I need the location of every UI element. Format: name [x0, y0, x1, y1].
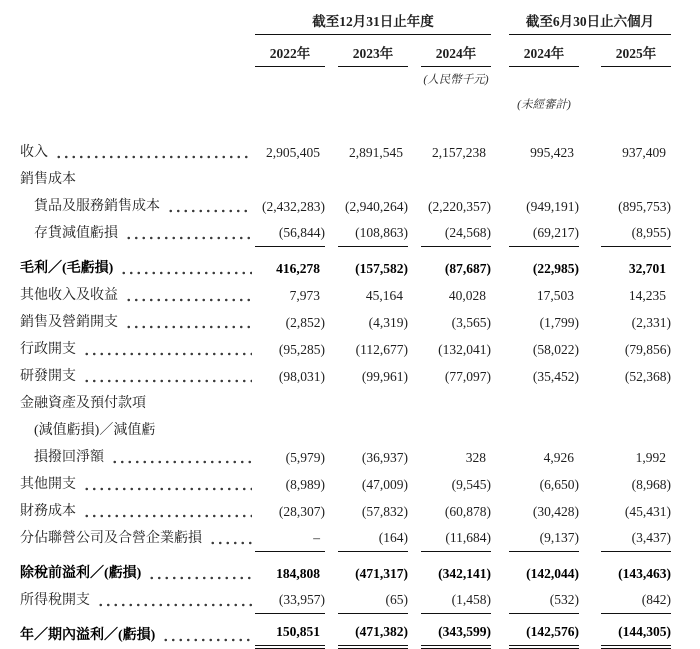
period-group-header-row [20, 14, 700, 35]
year-header-row [20, 42, 700, 67]
value-cell: (77,097) [444, 369, 491, 385]
table-row [20, 309, 700, 336]
interim-period-header: 截至6月30日止六個月 [509, 14, 671, 35]
row-label [20, 314, 255, 337]
row-label-text: 分佔聯營公司及合營企業虧損 [20, 530, 202, 546]
value-cell: (28,307) [278, 504, 325, 520]
table-row [20, 444, 700, 471]
row-label [20, 260, 255, 283]
table-row [20, 282, 700, 309]
value-cell: 150,851 [255, 624, 325, 649]
row-label-text: 收入 [20, 144, 48, 160]
value-cell: (2,852) [285, 315, 325, 331]
row-label [20, 530, 255, 553]
table-row [20, 587, 700, 614]
table-row [20, 417, 700, 444]
annual-period-header: 截至12月31日止年度 [255, 14, 491, 35]
table-row [20, 193, 700, 220]
row-label-text: 其他收入及收益 [20, 287, 118, 303]
dot-leader [83, 371, 252, 385]
row-label [20, 565, 255, 588]
value-cell: (58,022) [532, 342, 579, 358]
value-cell: (471,317) [355, 566, 408, 582]
value-cell: 416,278 [276, 261, 320, 277]
row-label-text: 存貨減值虧損 [34, 225, 118, 241]
value-cell: 32,701 [628, 261, 666, 277]
row-label [20, 198, 255, 221]
table-row [20, 255, 700, 282]
dot-leader [148, 568, 252, 582]
value-cell: (842) [601, 592, 671, 614]
dot-leader [125, 228, 252, 242]
row-label [20, 476, 255, 499]
dot-leader [125, 317, 252, 331]
row-label [20, 144, 255, 167]
value-cell: (8,968) [631, 477, 671, 493]
value-cell: (60,878) [444, 504, 491, 520]
value-cell: (3,437) [601, 530, 671, 552]
row-label-text: 其他開支 [20, 476, 76, 492]
dot-leader [83, 344, 252, 358]
value-cell: (98,031) [278, 369, 325, 385]
value-cell: (79,856) [624, 342, 671, 358]
row-label-text: 所得稅開支 [20, 592, 90, 608]
table-row [20, 220, 700, 247]
value-cell: (142,044) [526, 566, 579, 582]
year-column-2024-interim: 2024年 [509, 42, 579, 67]
value-cell: 937,409 [622, 145, 666, 161]
value-cell: (99,961) [361, 369, 408, 385]
row-label-text: 銷售成本 [20, 171, 76, 187]
table-row [20, 139, 700, 166]
value-cell: (164) [338, 530, 408, 552]
row-label-text: 銷售及營銷開支 [20, 314, 118, 330]
row-label [20, 503, 255, 526]
value-cell: 2,891,545 [349, 145, 403, 161]
row-label [20, 449, 255, 472]
value-cell: (1,458) [421, 592, 491, 614]
value-cell: 17,503 [536, 288, 574, 304]
table-row [20, 560, 700, 587]
value-cell: (8,989) [285, 477, 325, 493]
value-cell: (895,753) [618, 199, 671, 215]
value-cell: 1,992 [635, 450, 666, 466]
value-cell: (87,687) [444, 261, 491, 277]
value-cell: (9,545) [451, 477, 491, 493]
year-column-2025-interim: 2025年 [601, 42, 671, 67]
value-cell: (35,452) [532, 369, 579, 385]
dot-leader [55, 147, 252, 161]
value-cell: (144,305) [601, 624, 671, 649]
table-row [20, 336, 700, 363]
table-row [20, 363, 700, 390]
value-cell: (143,463) [618, 566, 671, 582]
value-cell: (471,382) [338, 624, 408, 649]
value-cell: (56,844) [255, 225, 325, 247]
row-label [20, 422, 255, 445]
row-label-text: 貨品及服務銷售成本 [34, 198, 160, 214]
value-cell: – [255, 530, 325, 552]
table-row [20, 622, 700, 649]
row-label-text: 除稅前溢利／(虧損) [20, 565, 142, 581]
value-cell: (532) [509, 592, 579, 614]
value-cell: (2,331) [631, 315, 671, 331]
value-cell: 7,973 [289, 288, 320, 304]
value-cell: 4,926 [543, 450, 574, 466]
row-label-text: 損撥回淨額 [34, 449, 104, 465]
value-cell: (342,141) [438, 566, 491, 582]
value-cell: (24,568) [421, 225, 491, 247]
row-label-text: 毛利／(毛虧損) [20, 260, 114, 276]
row-label [20, 341, 255, 364]
value-cell: (47,009) [361, 477, 408, 493]
row-label [20, 225, 255, 248]
value-cell: (33,957) [255, 592, 325, 614]
value-cell: 45,164 [365, 288, 403, 304]
value-cell: (22,985) [532, 261, 579, 277]
value-cell: (69,217) [509, 225, 579, 247]
table-row [20, 498, 700, 525]
year-column-2024: 2024年 [421, 42, 491, 67]
value-cell: (45,431) [624, 504, 671, 520]
row-label [20, 287, 255, 310]
value-cell: (65) [338, 592, 408, 614]
value-cell: 995,423 [530, 145, 574, 161]
value-cell: (132,041) [438, 342, 491, 358]
dot-leader [167, 201, 252, 215]
dot-leader [83, 479, 252, 493]
value-cell: (6,650) [539, 477, 579, 493]
row-label-text: (減值虧損)／減值虧 [34, 422, 156, 438]
table-row [20, 471, 700, 498]
value-cell: (5,979) [285, 450, 325, 466]
year-column-2022: 2022年 [255, 42, 325, 67]
row-label [20, 171, 255, 194]
unaudited-note: (未經審計) [517, 99, 571, 112]
value-cell: 328 [465, 450, 486, 466]
value-cell: 2,905,405 [266, 145, 320, 161]
value-cell: (1,799) [539, 315, 579, 331]
value-cell: (108,863) [338, 225, 408, 247]
row-label [20, 395, 255, 418]
row-label-text: 金融資產及預付款項 [20, 395, 146, 411]
dot-leader [83, 506, 252, 520]
value-cell: (9,137) [509, 530, 579, 552]
unaudited-note-row [20, 96, 700, 112]
row-label [20, 368, 255, 391]
value-cell: (142,576) [509, 624, 579, 649]
value-cell: 184,808 [276, 566, 320, 582]
value-cell: (157,582) [355, 261, 408, 277]
value-cell: 14,235 [628, 288, 666, 304]
value-cell: (30,428) [532, 504, 579, 520]
currency-note: (人民幣千元) [423, 74, 489, 87]
value-cell: (2,432,283) [262, 199, 325, 215]
value-cell: (36,937) [361, 450, 408, 466]
value-cell: (2,940,264) [345, 199, 408, 215]
value-cell: 2,157,238 [432, 145, 486, 161]
value-cell: (52,368) [624, 369, 671, 385]
value-cell: (4,319) [368, 315, 408, 331]
value-cell: (11,684) [421, 530, 491, 552]
value-cell: 40,028 [448, 288, 486, 304]
table-body [20, 139, 700, 649]
value-cell: (95,285) [278, 342, 325, 358]
dot-leader [125, 290, 252, 304]
table-row [20, 166, 700, 193]
value-cell: (2,220,357) [428, 199, 491, 215]
dot-leader [111, 452, 252, 466]
dot-leader [120, 263, 252, 277]
value-cell: (57,832) [361, 504, 408, 520]
table-row [20, 525, 700, 552]
value-cell: (949,191) [526, 199, 579, 215]
row-label-text: 財務成本 [20, 503, 76, 519]
row-label [20, 627, 255, 649]
year-column-2023: 2023年 [338, 42, 408, 67]
value-cell: (343,599) [421, 624, 491, 649]
currency-note-row [20, 71, 700, 87]
dot-leader [209, 533, 252, 547]
table-row [20, 390, 700, 417]
value-cell: (8,955) [601, 225, 671, 247]
value-cell: (112,677) [355, 342, 408, 358]
row-label-text: 年／期內溢利／(虧損) [20, 627, 156, 643]
row-label-text: 研發開支 [20, 368, 76, 384]
row-label-text: 行政開支 [20, 341, 76, 357]
value-cell: (3,565) [451, 315, 491, 331]
dot-leader [162, 630, 252, 644]
row-label [20, 592, 255, 615]
dot-leader [97, 595, 252, 609]
